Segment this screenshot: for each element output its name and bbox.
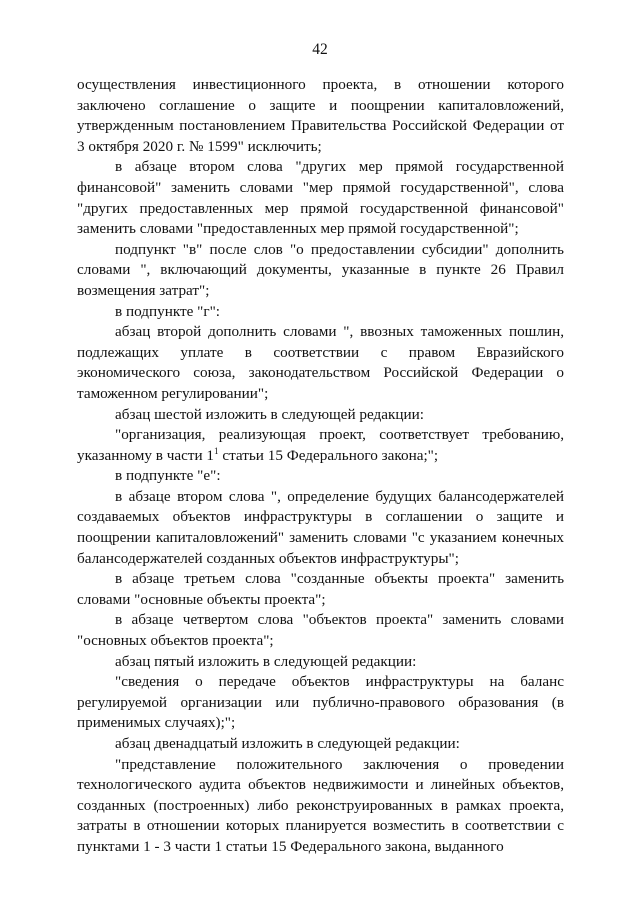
paragraph: абзац пятый изложить в следующей редакции: [115, 652, 417, 670]
paragraph: в абзаце втором слова "других мер прямой государственной финансовой" заменить словами "мер прямой государственной", слова "других предоставленных мер прямой государственной финансовой" заменить словами "предоставленных мер прямой государственной"; [77, 158, 564, 238]
paragraph: подпункт "в" после слов "о предоставлении субсидии" дополнить словами ", включающий документы, указанные в пункте 26 Правил возмещения затрат"; [77, 240, 564, 299]
document-body [77, 75, 564, 858]
paragraph-continuation: осуществления инвестиционного проекта, в отношении которого заключено соглашение о защите и поощрении капиталовложений, утвержденным постановлением Правительства Российской Федерации от 3 октября 2020 г. № 1599" исключить; [77, 76, 564, 155]
paragraph-with-superscript [77, 425, 564, 466]
paragraph: в подпункте "г": [115, 302, 221, 320]
paragraph-text: статьи 15 Федерального закона;"; [218, 446, 439, 464]
paragraph-text: "организация, реализующая проект, соответствует требованию, указанному в части 1 [77, 426, 564, 464]
paragraph: в абзаце четвертом слова "объектов проекта" заменить словами "основных объектов проекта"; [77, 611, 564, 650]
paragraph: в абзаце третьем слова "созданные объекты проекта" заменить словами "основные объекты проекта"; [77, 570, 564, 608]
paragraph: в абзаце втором слова ", определение будущих балансодержателей создаваемых объектов инфраструктуры в соглашении о защите и поощрении капиталовложений" заменить словами "с указанием конечных балансодержателей созданных объектов инфраструктуры"; [77, 487, 564, 567]
paragraph: абзац шестой изложить в следующей редакции: [115, 405, 424, 423]
paragraph: абзац второй дополнить словами ", ввозных таможенных пошлин, подлежащих уплате в соответствии с правом Евразийского экономического союза, законодательством Российской Федерации о таможенном регулировании"; [77, 323, 564, 402]
superscript: 1 [214, 445, 219, 456]
page-number: 42 [312, 41, 328, 58]
paragraph: в подпункте "е": [115, 467, 221, 485]
paragraph: "сведения о передаче объектов инфраструктуры на баланс регулируемой организации или публично-правового образования (в применимых случаях);"; [77, 673, 564, 732]
paragraph: "представление положительного заключения о проведении технологического аудита объектов недвижимости и линейных объектов, созданных (построенных) либо реконструированных в рамках проекта, затраты в отношении которых планируется возместить в соответствии с пунктами 1 - 3 части 1 статьи 15 Федерального закона, выданного [77, 755, 564, 855]
paragraph: абзац двенадцатый изложить в следующей редакции: [115, 735, 460, 752]
